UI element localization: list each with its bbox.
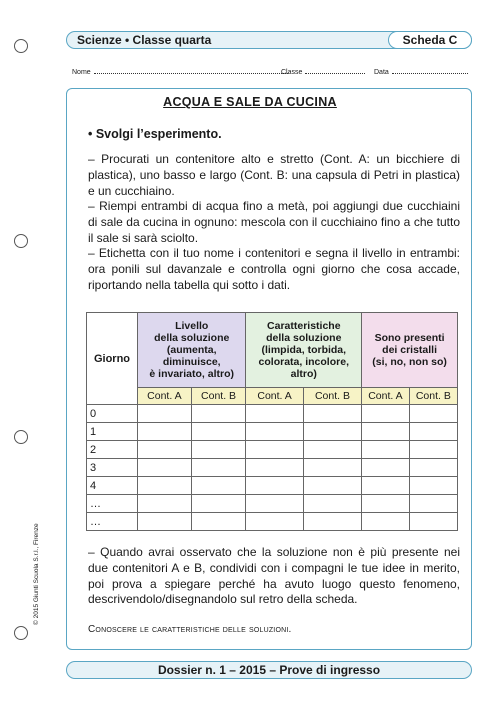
entry-cell[interactable]: [362, 423, 410, 441]
char-cont-a: Cont. A: [246, 388, 303, 405]
instruction: • Svolgi l’esperimento.: [88, 127, 222, 141]
characteristics-header: Caratteristiche della soluzione (limpida, torbida, colorata, incolore, altro): [246, 313, 362, 388]
binder-hole: [14, 39, 28, 53]
entry-cell[interactable]: [362, 513, 410, 531]
day-cell: …: [87, 513, 138, 531]
table-row: [87, 441, 458, 459]
entry-cell[interactable]: [191, 513, 246, 531]
copyright-notice: © 2015 Giunti Scuola S.r.l., Firenze: [33, 523, 40, 625]
cryst-cont-a: Cont. A: [362, 388, 410, 405]
header-subject: Scienze • Classe quarta: [77, 33, 212, 47]
day-header: Giorno: [87, 313, 138, 405]
level-cont-b: Cont. B: [191, 388, 246, 405]
table-row: [87, 495, 458, 513]
entry-cell[interactable]: [303, 477, 361, 495]
entry-cell[interactable]: [409, 477, 457, 495]
entry-cell[interactable]: [409, 513, 457, 531]
crystals-header: Sono presenti dei cristalli (si, no, non so): [362, 313, 458, 388]
entry-cell[interactable]: [246, 459, 303, 477]
class-line: [281, 67, 365, 76]
table-row: [87, 405, 458, 423]
day-cell: …: [87, 495, 138, 513]
name-label: Nome: [72, 69, 91, 76]
entry-cell[interactable]: [191, 423, 246, 441]
entry-cell[interactable]: [303, 459, 361, 477]
observation-table: [86, 312, 458, 531]
entry-cell[interactable]: [362, 405, 410, 423]
binder-hole: [14, 234, 28, 248]
entry-cell[interactable]: [138, 405, 192, 423]
entry-cell[interactable]: [362, 459, 410, 477]
table-row: [87, 459, 458, 477]
entry-cell[interactable]: [246, 513, 303, 531]
entry-cell[interactable]: [191, 441, 246, 459]
paragraph-3: – Etichetta con il tuo nome i contenitori e segna il livello in entrambi: ora ponili sul davanzale e controlla ogni giorno che cosa accade, riportando nella tabella qui sotto i dati.: [88, 246, 460, 292]
entry-cell[interactable]: [138, 441, 192, 459]
entry-cell[interactable]: [409, 423, 457, 441]
entry-cell[interactable]: [246, 423, 303, 441]
day-cell: 0: [87, 405, 138, 423]
entry-cell[interactable]: [362, 477, 410, 495]
date-label: Data: [374, 69, 389, 76]
entry-cell[interactable]: [246, 441, 303, 459]
entry-cell[interactable]: [409, 495, 457, 513]
table-row: [87, 513, 458, 531]
entry-cell[interactable]: [138, 423, 192, 441]
day-cell: 3: [87, 459, 138, 477]
entry-cell[interactable]: [191, 495, 246, 513]
header-card-label: Scheda C: [388, 31, 472, 49]
entry-cell[interactable]: [303, 423, 361, 441]
entry-cell[interactable]: [303, 495, 361, 513]
day-cell: 2: [87, 441, 138, 459]
entry-cell[interactable]: [409, 459, 457, 477]
entry-cell[interactable]: [138, 495, 192, 513]
learning-objective: Conoscere le caratteristiche delle soluzioni.: [88, 624, 292, 635]
footer-bar: Dossier n. 1 – 2015 – Prove di ingresso: [66, 661, 472, 679]
header-bar: [66, 31, 472, 49]
entry-cell[interactable]: [362, 441, 410, 459]
entry-cell[interactable]: [303, 513, 361, 531]
binder-hole: [14, 626, 28, 640]
class-label: Classe: [281, 69, 303, 76]
entry-cell[interactable]: [191, 405, 246, 423]
entry-cell[interactable]: [191, 459, 246, 477]
day-cell: 1: [87, 423, 138, 441]
entry-cell[interactable]: [409, 441, 457, 459]
entry-cell[interactable]: [138, 477, 192, 495]
paragraph-1: – Procurati un contenitore alto e stretto (Cont. A: un bicchiere di plastica), uno basso e largo (Cont. B: una capsula di Petri in plastica) e un cucchiaino.: [88, 152, 460, 198]
char-cont-b: Cont. B: [303, 388, 361, 405]
table-row: [87, 477, 458, 495]
day-cell: 4: [87, 477, 138, 495]
date-line: [374, 67, 468, 76]
level-cont-a: Cont. A: [138, 388, 192, 405]
entry-cell[interactable]: [303, 405, 361, 423]
name-line: [72, 67, 288, 76]
entry-cell[interactable]: [246, 477, 303, 495]
level-header: Livello della soluzione (aumenta, diminuisce, è invariato, altro): [138, 313, 246, 388]
entry-cell[interactable]: [246, 405, 303, 423]
paragraph-4: – Quando avrai osservato che la soluzione non è più presente nei due contenitori A e B, condividi con i compagni le tue idee in merito, poi prova a spiegare perché ha avuto luogo questo fenomeno, descrivendolo/disegnandolo sul retro della scheda.: [88, 545, 460, 607]
entry-cell[interactable]: [303, 441, 361, 459]
binder-hole: [14, 430, 28, 444]
entry-cell[interactable]: [191, 477, 246, 495]
paragraph-2: – Riempi entrambi di acqua fino a metà, poi aggiungi due cucchiaini di sale da cucina in ognuno: mescola con il cucchiaino fino a che tutto il sale si sarà sciolto.: [88, 199, 460, 245]
entry-cell[interactable]: [138, 459, 192, 477]
entry-cell[interactable]: [246, 495, 303, 513]
cryst-cont-b: Cont. B: [409, 388, 457, 405]
table-row: [87, 423, 458, 441]
entry-cell[interactable]: [409, 405, 457, 423]
entry-cell[interactable]: [138, 513, 192, 531]
entry-cell[interactable]: [362, 495, 410, 513]
worksheet-title: ACQUA E SALE DA CUCINA: [163, 95, 337, 109]
